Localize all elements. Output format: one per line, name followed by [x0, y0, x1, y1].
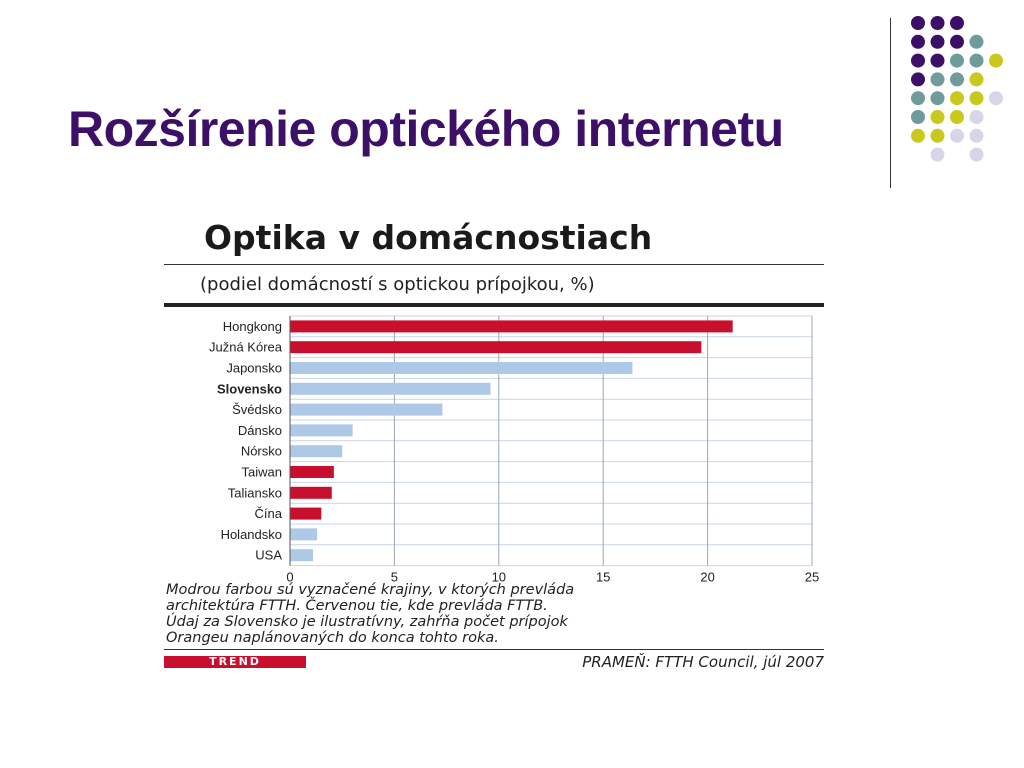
bar [290, 424, 353, 436]
category-label: USA [255, 547, 282, 563]
chart-note-line: Modrou farbou sú vyznačené krajiny, v ktorých prevláda [166, 582, 575, 598]
decorative-dot [950, 129, 964, 143]
x-tick-label: 15 [595, 569, 611, 585]
decorative-dot [931, 91, 945, 105]
category-label: Švédsko [232, 402, 282, 418]
decorative-dot [970, 148, 984, 162]
decorative-dot [931, 110, 945, 124]
category-label: Holandsko [220, 526, 282, 542]
decorative-dot [950, 54, 964, 68]
decorative-dot [931, 54, 945, 68]
x-tick-label: 10 [491, 569, 507, 585]
decorative-dot [970, 110, 984, 124]
bar [290, 445, 342, 457]
decorative-dot [950, 110, 964, 124]
decorative-dot [989, 91, 1003, 105]
chart-note-line: Údaj za Slovensko je ilustratívny, zahŕňa počet prípojok [166, 614, 568, 630]
category-label: Japonsko [226, 360, 282, 376]
decorative-dot [911, 54, 925, 68]
category-label: Južná Kórea [209, 339, 282, 355]
bar [290, 383, 490, 395]
category-label: Dánsko [237, 422, 282, 438]
category-label: Taiwan [241, 464, 282, 480]
chart-figure [160, 212, 840, 682]
decorative-dot [931, 129, 945, 143]
chart-footer-rule [164, 649, 824, 650]
decorative-dot [931, 72, 945, 86]
bar [290, 528, 317, 540]
bar [290, 341, 701, 353]
bar [290, 549, 313, 561]
bar [290, 362, 632, 374]
bar [290, 404, 442, 416]
decorative-dot [970, 129, 984, 143]
decorative-dot [989, 54, 1003, 68]
decorative-dot [931, 35, 945, 49]
chart-note-line: architektúra FTTH. Červenou tie, kde prevláda FTTB. [166, 598, 548, 614]
decorative-dot [970, 35, 984, 49]
decorative-dot [970, 91, 984, 105]
decorative-dot [970, 54, 984, 68]
decorative-dot [950, 16, 964, 30]
category-label: Čína [254, 506, 282, 522]
bar [290, 487, 332, 499]
bar [290, 466, 334, 478]
decorative-dot [911, 110, 925, 124]
chart-title: Optika v domácnostiach [204, 218, 653, 257]
chart-note-line: Orangeu naplánovaných do konca tohto roka. [166, 630, 499, 646]
chart-source: PRAMEŇ: FTTH Council, júl 2007 [582, 653, 824, 671]
category-label: Slovensko [216, 381, 282, 397]
decorative-dot [911, 91, 925, 105]
category-label: Hongkong [222, 318, 282, 334]
category-label: Nórsko [240, 443, 282, 459]
x-tick-label: 20 [700, 569, 715, 585]
decorative-dot [931, 148, 945, 162]
decorative-dot-grid [0, 0, 1024, 200]
decorative-dot [950, 72, 964, 86]
decorative-dot [950, 91, 964, 105]
x-tick-label: 5 [390, 569, 399, 585]
decorative-dot [911, 72, 925, 86]
bar [290, 320, 733, 332]
chart-note [166, 582, 826, 646]
decorative-dot [950, 35, 964, 49]
category-label: Taliansko [227, 485, 282, 501]
trend-logo: TREND [164, 656, 306, 668]
decorative-dot [911, 35, 925, 49]
chart-subtitle: (podiel domácností s optickou prípojkou, %) [200, 274, 595, 295]
x-tick-label: 0 [286, 569, 294, 585]
bar [290, 508, 321, 520]
decorative-dot [911, 129, 925, 143]
decorative-dot [931, 16, 945, 30]
decorative-dot [970, 72, 984, 86]
decorative-dot [911, 16, 925, 30]
x-tick-label: 25 [804, 569, 820, 585]
slide-title: Rozšírenie optického internetu [68, 101, 784, 157]
